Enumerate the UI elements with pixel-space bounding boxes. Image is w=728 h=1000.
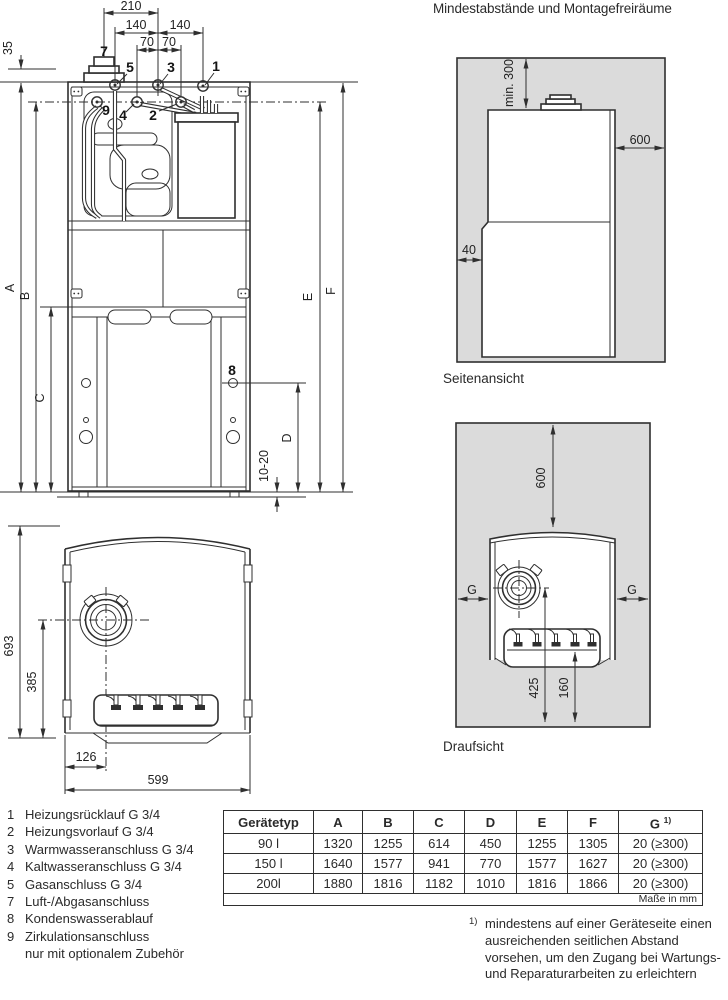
dim-599-label: 599 <box>147 773 169 787</box>
legend-number: 9 <box>7 928 15 944</box>
side-view-drawing <box>457 58 665 362</box>
dim-G-left-label: G <box>467 583 477 597</box>
dim-D-label: D <box>280 433 294 443</box>
legend-number: 4 <box>7 859 15 875</box>
side-view-unit-outline <box>482 110 615 357</box>
legend-number: 2 <box>7 824 15 840</box>
device-dimensions-table <box>223 810 703 906</box>
legend-number: 7 <box>7 894 15 910</box>
dim-70-right-label: 70 <box>162 35 176 49</box>
dim-693-label: 693 <box>2 635 16 657</box>
col-header-B: B <box>363 811 414 834</box>
dim-210-label: 210 <box>120 0 142 13</box>
legend-number: 8 <box>7 911 15 927</box>
table-unit-row <box>224 894 703 906</box>
legend-text: Gasanschluss G 3/4 <box>25 876 143 892</box>
callout-1: 1 <box>212 58 220 74</box>
dim-min300-label: min. 300 <box>502 59 516 107</box>
legend-text: Warmwasseranschluss G 3/4 <box>25 841 194 857</box>
section-title: Mindestabstände und Montagefreiräume <box>433 1 672 16</box>
legend-number: 3 <box>7 841 15 857</box>
callout-4: 4 <box>119 107 127 123</box>
col-header-E: E <box>517 811 568 834</box>
front-view-drawing <box>0 0 358 512</box>
dim-A-label: A <box>3 283 17 293</box>
callout-5: 5 <box>126 59 134 75</box>
legend-text: Kaltwasseranschluss G 3/4 <box>25 859 182 875</box>
legend-text: Heizungsvorlauf G 3/4 <box>25 824 154 840</box>
callout-7: 7 <box>100 43 108 59</box>
legend-note-row <box>7 945 194 962</box>
footnote-ref: 1) <box>663 815 672 825</box>
dim-70-left-label: 70 <box>140 35 154 49</box>
legend-text: Zirkulationsanschluss <box>25 928 150 944</box>
callout-9: 9 <box>102 102 110 118</box>
callout-2: 2 <box>149 107 157 123</box>
footnote-marker: 1) <box>469 916 478 927</box>
table-row: 150 l 1640 1577 941 770 1577 1627 20 (≥300) <box>224 854 703 874</box>
legend-number: 5 <box>7 876 15 892</box>
device-type-cell: 90 l <box>224 834 314 854</box>
legend-number-spacer <box>7 945 18 962</box>
legend-item <box>7 893 194 910</box>
device-type-cell: 200l <box>224 874 314 894</box>
plan-view-caption: Draufsicht <box>443 739 504 754</box>
col-header-G: G $^{1)}$ <box>619 811 703 834</box>
units-note: Maße in mm <box>224 894 703 906</box>
dim-E-label: E <box>301 292 315 302</box>
legend-note: nur mit optionalem Zubehör <box>25 946 184 962</box>
table-row: 90 l 1320 1255 614 450 1255 1305 20 (≥300) <box>224 834 703 854</box>
legend-item <box>7 928 194 945</box>
dim-10-20-label: 10-20 <box>257 450 271 482</box>
dim-C-label: C <box>33 393 47 403</box>
legend-item <box>7 858 194 875</box>
storage-tank <box>175 96 238 218</box>
dim-35-label: 35 <box>1 41 15 55</box>
dim-140-right-label: 140 <box>169 18 191 32</box>
dim-140-left-label: 140 <box>125 18 147 32</box>
side-view-caption: Seitenansicht <box>443 371 525 386</box>
legend-item <box>7 806 194 823</box>
callout-3: 3 <box>167 59 175 75</box>
legend-text: Luft-/Abgasanschluss <box>25 894 150 910</box>
callout-8: 8 <box>228 362 236 378</box>
legend-item <box>7 910 194 927</box>
table-row: 200l 1880 1816 1182 1010 1816 1866 20 (≥300) <box>224 874 703 894</box>
dim-600-side-label: 600 <box>629 133 651 147</box>
legend-item <box>7 876 194 893</box>
top-view-dimensions <box>8 526 250 794</box>
dim-385-label: 385 <box>25 671 39 693</box>
col-header-geraetetyp: Gerätetyp <box>224 811 314 834</box>
table-header-row <box>224 811 703 834</box>
dim-B-label: B <box>18 291 32 301</box>
connection-legend <box>7 806 194 963</box>
dim-126-label: 126 <box>75 750 97 764</box>
dim-40-label: 40 <box>462 243 476 257</box>
unit-top-view-drawing <box>2 526 252 794</box>
legend-text: Kondenswasserablauf <box>25 911 153 927</box>
legend-item <box>7 841 194 858</box>
legend-number: 1 <box>7 807 15 822</box>
dim-160-label: 160 <box>557 677 571 699</box>
col-header-A: A <box>314 811 363 834</box>
device-type-cell: 150 l <box>224 854 314 874</box>
plan-view-drawing <box>456 423 650 727</box>
legend-item <box>7 823 194 840</box>
dim-425-label: 425 <box>527 677 541 699</box>
footnote-text: mindestens auf einer Geräteseite einen ausreichenden seitlichen Abstand vorsehen, um den Zugang bei Wartungs- und Reparaturarbeiten zu erleichtern <box>485 916 721 982</box>
legend-text: Heizungsrücklauf G 3/4 <box>25 807 161 822</box>
footnote <box>469 916 725 983</box>
col-header-D: D <box>465 811 517 834</box>
dim-600-plan-label: 600 <box>534 467 548 489</box>
col-header-F: F <box>568 811 619 834</box>
dim-F-label: F <box>324 287 338 295</box>
dim-G-right-label: G <box>627 583 637 597</box>
col-header-C: C <box>414 811 465 834</box>
